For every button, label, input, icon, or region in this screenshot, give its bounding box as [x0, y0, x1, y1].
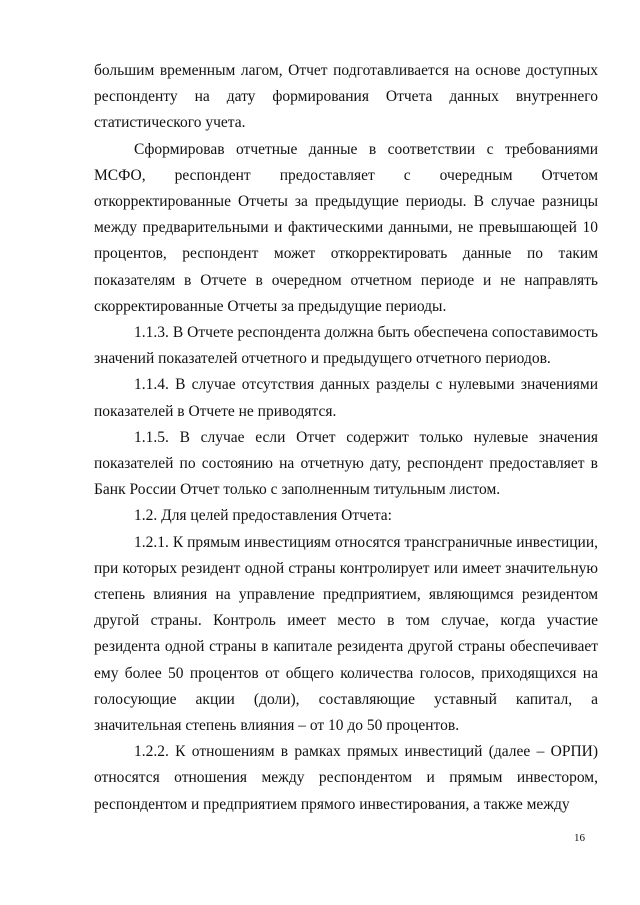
paragraph-1-2: 1.2. Для целей предоставления Отчета: [134, 507, 392, 525]
paragraph-1-2-1: 1.2.1. К прямым инвестициям относятся трансграничные инвестиции, при которых резидент одной страны контролирует или имеет значительную степень влияния на управление предприятием, являющимся резидентом другой страны. Контроль имеет место в том случае, когда участие резидента одной страны в капитале резидента другой страны обеспечивает ему более 50 процентов от общего количества голосов, приходящихся на голосующие акции (доли), составляющие уставный капитал, а значительная степень влияния – от 10 до 50 процентов. [94, 533, 598, 735]
paragraph-msfo: Сформировав отчетные данные в соответствии с требованиями МСФО, респондент предоставляет с очередным Отчетом откорректированные Отчеты за предыдущие периоды. В случае разницы между предварительными и фактическими данными, не превышающей 10 процентов, респондент может откорректировать данные по таким показателям в Отчете в очередном отчетном периоде и не направлять скорректированные Отчеты за предыдущие периоды. [94, 140, 598, 315]
paragraph-1-2-2: 1.2.2. К отношениям в рамках прямых инвестиций (далее – ОРПИ) относятся отношения между респондентом и прямым инвестором, респондентом и предприятием прямого инвестирования, а также между [94, 743, 598, 813]
paragraph-1-1-3: 1.1.3. В Отчете респондента должна быть обеспечена сопоставимость значений показателей отчетного и предыдущего отчетного периодов. [94, 324, 598, 368]
paragraph-1-1-5: 1.1.5. В случае если Отчет содержит только нулевые значения показателей по состоянию на отчетную дату, респондент предоставляет в Банк России Отчет только с заполненным титульным листом. [94, 428, 598, 499]
page-number: 16 [574, 832, 585, 844]
body-text [94, 58, 598, 818]
paragraph-continuation: большим временным лагом, Отчет подготавливается на основе доступных респонденту на дату формирования Отчета данных внутреннего статистического учета. [94, 62, 598, 132]
paragraph-1-1-4: 1.1.4. В случае отсутствия данных разделы с нулевыми значениями показателей в Отчете не приводятся. [94, 376, 598, 420]
